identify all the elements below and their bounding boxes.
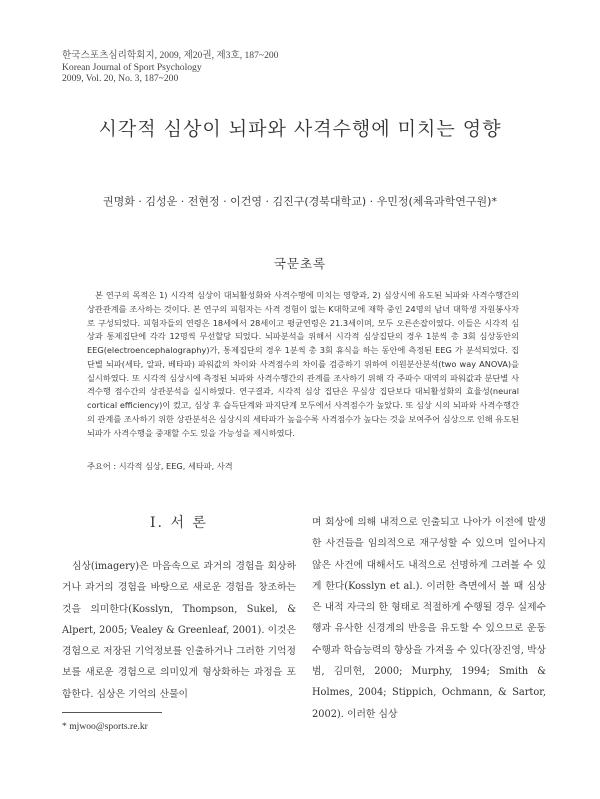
introduction-paragraph-left: 심상(imagery)은 마음속으로 과거의 경험을 회상하거나 과거의 경험을 바탕으로 새로운 경험을 창조하는 것을 의미한다(Kosslyn, Thompson, Sukel, & Alpert, 2005; Vealey & Greenleaf, 2001). 이것은 경험으로 저장된 기억정보를 인출하거나 그러한 기억정보를 새로운 경험으로 의미있게 형상화하는 과정을 포함한다. 심상은 기억의 산물이 bbox=[62, 561, 296, 700]
paper-title: 시각적 심상이 뇌파와 사격수행에 미치는 영향 bbox=[98, 118, 502, 140]
author-list: 권명화 · 김성운 · 전현정 · 이건영 · 김진구(경북대학교) · 우민정(체육과학연구원)* bbox=[103, 195, 497, 208]
journal-citation bbox=[62, 50, 362, 85]
abstract-body bbox=[87, 289, 519, 440]
keywords: 주요어 : 시각적 심상, EEG, 세타파, 사격 bbox=[87, 461, 233, 471]
introduction-left-column bbox=[62, 556, 296, 705]
journal-name-english: Korean Journal of Sport Psychology bbox=[62, 61, 202, 73]
journal-citation-korean: 한국스포츠심리학회지, 2009, 제20권, 제3호, 187~200 bbox=[62, 50, 279, 61]
introduction-paragraph-right: 며 회상에 의해 내적으로 인출되고 나아가 이전에 발생한 사건들을 임의적으로 재구성할 수 있으며 일어나지 않은 사건에 대해서도 내적으로 선명하게 그려볼 수 있게 한다(Kosslyn et al.). 이러한 측면에서 볼 때 심상은 내적 자극의 한 형태로 적절하게 수행될 경우 실제수행과 유사한 신경계의 반응을 유도할 수 있으므로 운동수행과 학습능력의 향상을 가져올 수 있다(장진영, 박상범, 김미현, 2000; Murphy, 1994; Smith & Holmes, 2004; Stippich, Ochmann, & Sartor, 2002). 이러한 심상 bbox=[312, 517, 546, 720]
section-heading-introduction: Ⅰ. 서 론 bbox=[150, 515, 208, 531]
journal-volume-pages: 2009, Vol. 20, No. 3, 187~200 bbox=[62, 73, 179, 85]
introduction-right-column bbox=[312, 512, 546, 725]
footnote-divider bbox=[62, 712, 162, 713]
abstract-text: 본 연구의 목적은 1) 시각적 심상이 대뇌활성화와 사격수행에 미치는 영향과, 2) 심상시에 유도된 뇌파와 사격수행간의 상관관계를 조사하는 것이다. 본 연구의 피험자는 사격 경험이 없는 K대학교에 재학 중인 24명의 남녀 대학생 자원봉사자로 구성되었다. 피험자들의 연령은 18세에서 28세이고 평균연령은 21.3세이며, 모두 오른손잡이였다. 이들은 시각적 심상과 통제집단에 각각 12명씩 무선할당 되었다. 뇌파분석을 위해서 시각적 심상집단의 경우 1분씩 총 3회 심상동안의 EEG(electroencephalography)가, 통제집단의 경우 1분씩 총 3회 휴식을 하는 동안에 측정된 EEG 가 분석되었다. 집단별 뇌파(세타, 알파, 베타파) 파워값의 차이와 사격점수의 차이를 검증하기 위하여 이원분산분석(two way ANOVA)을 실시하였다. 또 시각적 심상시에 측정된 뇌파와 사격수행간의 관계를 조사하기 위해 각 주파수 대역의 파워값과 분단별 사격수행 점수간의 상관분석을 실시하였다. 연구결과, 시각적 심상 집단은 무심상 집단보다 대뇌활성화의 효율성(neural cortical efficiency)이 컸고, 심상 후 습득단계와 파지단계 모두에서 사격점수가 높았다. 또 심상 시의 뇌파와 사격수행간의 관계를 조사하기 위한 상관분석은 심상시의 세타파가 높을수록 사격점수가 높다는 것을 보여주어 심상으로 인해 유도된 뇌파가 사격수행을 중재할 수도 있을 가능성을 제시하였다. bbox=[87, 290, 519, 438]
abstract-heading: 국문초록 bbox=[273, 256, 327, 271]
corresponding-author-email: * mjwoo@sports.re.kr bbox=[62, 721, 148, 732]
